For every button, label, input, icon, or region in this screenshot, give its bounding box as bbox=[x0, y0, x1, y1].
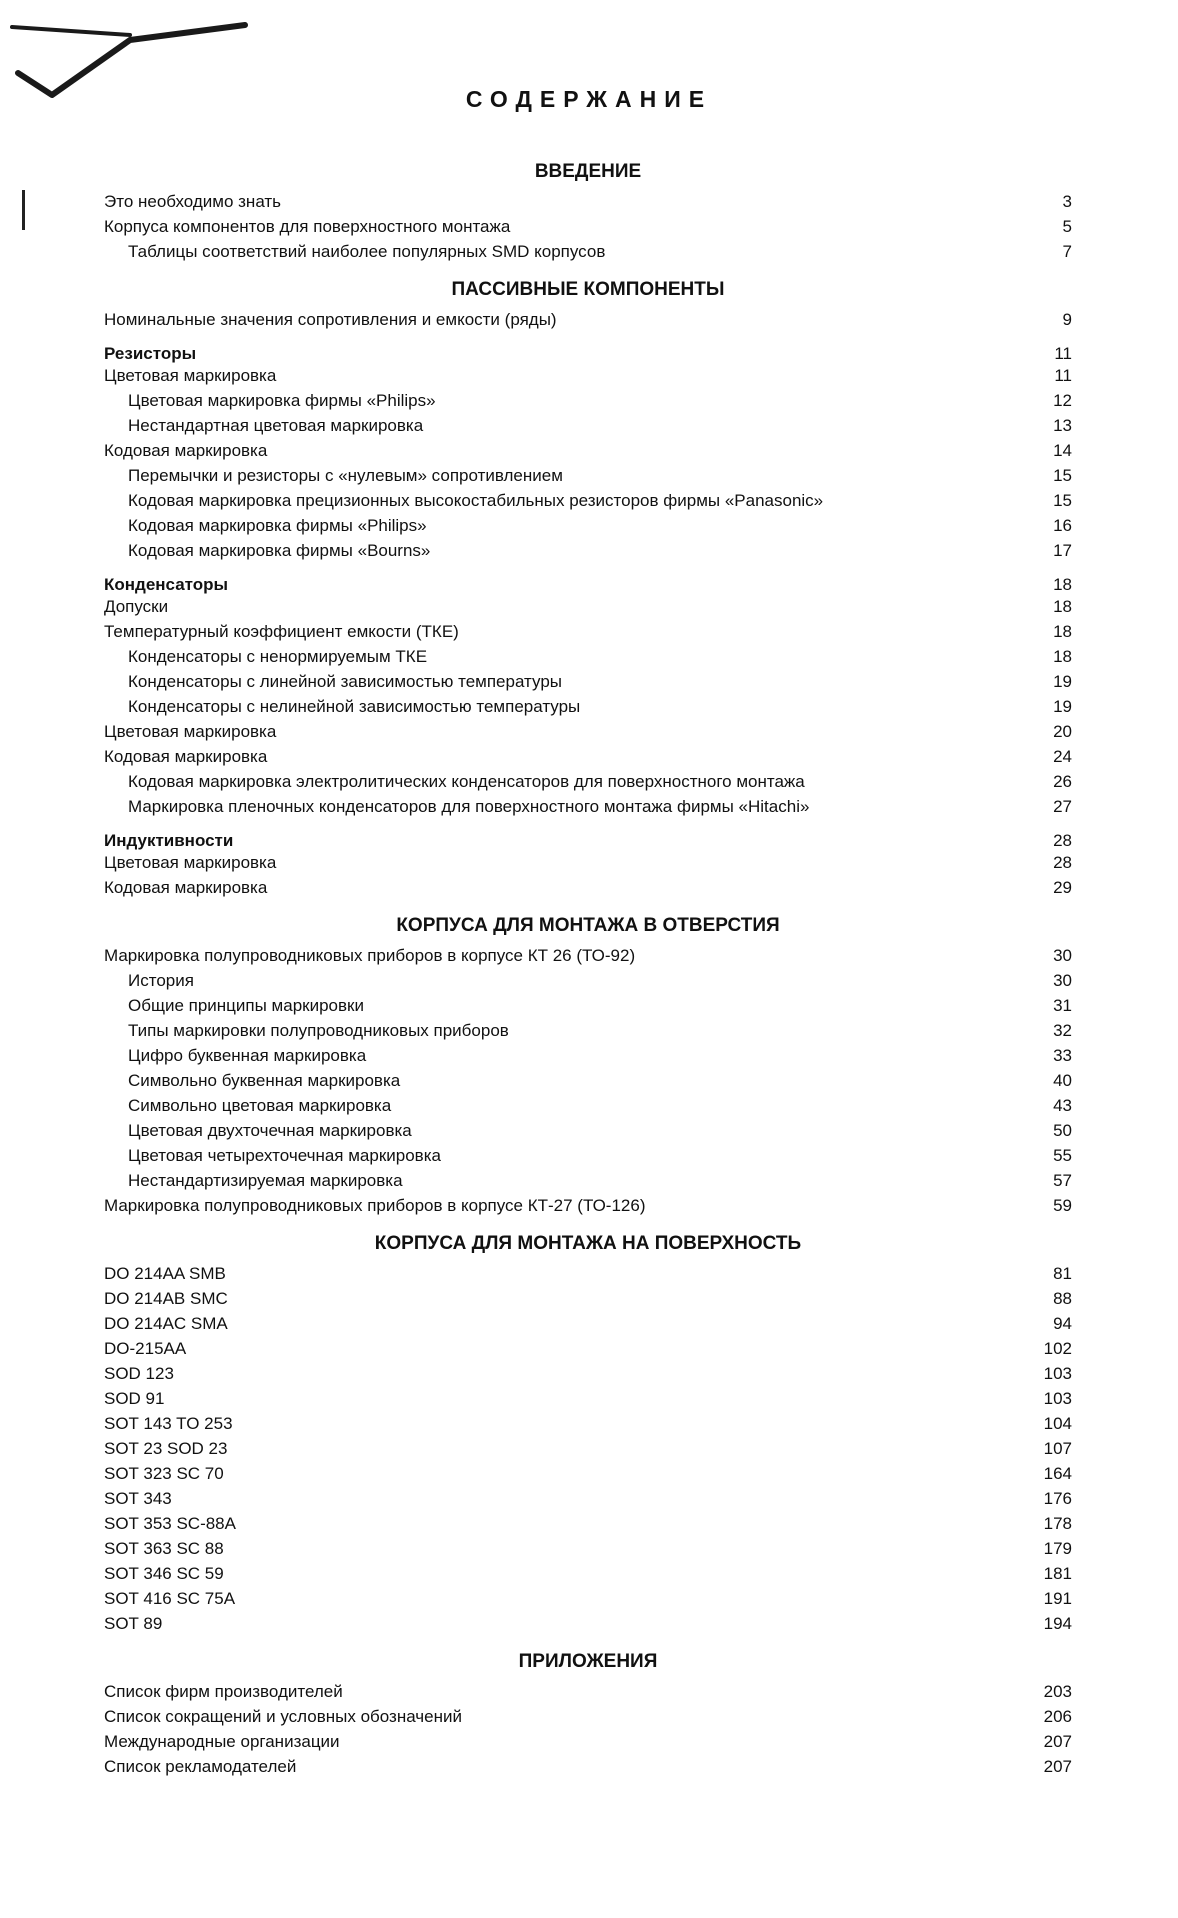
toc-entry bbox=[104, 1586, 1072, 1611]
toc-entry-title: Маркировка полупроводниковых приборов в корпусе КТ-27 (ТО-126) bbox=[104, 1196, 646, 1215]
toc-entry-title: DO 214AA SMB bbox=[104, 1264, 226, 1283]
toc-entry bbox=[104, 1311, 1072, 1336]
toc-entry bbox=[104, 1336, 1072, 1361]
toc-page-number: 11 bbox=[1054, 344, 1072, 363]
toc-entry-title: Корпуса компонентов для поверхностного монтажа bbox=[104, 217, 511, 236]
toc-page-number: 102 bbox=[1043, 1339, 1072, 1358]
toc-entry-title: DO 214AC SMA bbox=[104, 1314, 228, 1333]
toc-entry-title: Номинальные значения сопротивления и емкости (ряды) bbox=[104, 310, 557, 329]
toc-page-number: 5 bbox=[1062, 217, 1072, 236]
toc-entry-title: SOT 363 SC 88 bbox=[104, 1539, 224, 1558]
toc-entry bbox=[104, 943, 1072, 968]
toc-entry bbox=[104, 1729, 1072, 1754]
toc-entry-title: Кодовая маркировка bbox=[104, 878, 268, 897]
toc-entry-title: Маркировка полупроводниковых приборов в корпусе КТ 26 (ТО-92) bbox=[104, 946, 636, 965]
toc-page-number: 19 bbox=[1053, 697, 1072, 716]
toc-entry bbox=[104, 189, 1072, 214]
toc-entry bbox=[104, 769, 1072, 794]
toc-entry-title: Таблицы соответствий наиболее популярных SMD корпусов bbox=[128, 242, 606, 261]
toc-entry bbox=[104, 669, 1072, 694]
toc-entry bbox=[104, 463, 1072, 488]
toc-entry-title: Кодовая маркировка bbox=[104, 441, 268, 460]
toc-page-number: 194 bbox=[1043, 1614, 1072, 1633]
toc-entry bbox=[104, 1536, 1072, 1561]
toc-entry-title: Цветовая двухточечная маркировка bbox=[128, 1121, 412, 1140]
toc-page-number: 94 bbox=[1053, 1314, 1072, 1333]
toc-entry-title: Список рекламодателей bbox=[104, 1757, 297, 1776]
toc-entry-title: Это необходимо знать bbox=[104, 192, 282, 211]
toc-entry-title: SOT 416 SC 75A bbox=[104, 1589, 236, 1608]
toc-entry-title: Резисторы bbox=[104, 344, 197, 363]
toc-subsection-entry bbox=[104, 563, 1072, 594]
toc-entry bbox=[104, 538, 1072, 563]
toc-page-number: 207 bbox=[1043, 1732, 1072, 1751]
toc-page-number: 7 bbox=[1062, 242, 1072, 261]
toc-entry bbox=[104, 1679, 1072, 1704]
toc-entry bbox=[104, 1193, 1072, 1218]
toc-page-number: 18 bbox=[1053, 597, 1072, 616]
toc-entry-title: Цветовая маркировка bbox=[104, 853, 277, 872]
toc-page-number: 15 bbox=[1053, 491, 1072, 510]
toc-page-number: 32 bbox=[1053, 1021, 1072, 1040]
toc-entry-title: Кодовая маркировка электролитических конденсаторов для поверхностного монтажа bbox=[128, 772, 805, 791]
toc-entry bbox=[104, 388, 1072, 413]
toc-page-number: 13 bbox=[1053, 416, 1072, 435]
toc-entry-title: Кодовая маркировка фирмы «Bourns» bbox=[128, 541, 431, 560]
toc-entry bbox=[104, 1561, 1072, 1586]
toc-page-number: 28 bbox=[1053, 831, 1072, 850]
toc-entry-title: SOD 123 bbox=[104, 1364, 174, 1383]
toc-entry bbox=[104, 1386, 1072, 1411]
toc-page-number: 107 bbox=[1043, 1439, 1072, 1458]
toc-entry bbox=[104, 1511, 1072, 1536]
toc-entry bbox=[104, 438, 1072, 463]
toc-entry-title: Индуктивности bbox=[104, 831, 234, 850]
toc-page-number: 104 bbox=[1043, 1414, 1072, 1433]
toc-entry bbox=[104, 239, 1072, 264]
toc-entry bbox=[104, 1704, 1072, 1729]
toc-entry-title: Цветовая маркировка bbox=[104, 366, 277, 385]
toc-entry-title: Символьно буквенная маркировка bbox=[128, 1071, 401, 1090]
toc-page-number: 178 bbox=[1043, 1514, 1072, 1533]
toc-entry bbox=[104, 1143, 1072, 1168]
toc-entry-title: DO-215AA bbox=[104, 1339, 187, 1358]
toc-entry-title: Перемычки и резисторы с «нулевым» сопротивлением bbox=[128, 466, 563, 485]
toc-entry-title: SOT 23 SOD 23 bbox=[104, 1439, 228, 1458]
toc-entry bbox=[104, 1261, 1072, 1286]
toc-page-number: 18 bbox=[1053, 622, 1072, 641]
toc-entry-title: Маркировка пленочных конденсаторов для поверхностного монтажа фирмы «Hitachi» bbox=[128, 797, 810, 816]
toc-entry bbox=[104, 513, 1072, 538]
toc-entry-title: Список сокращений и условных обозначений bbox=[104, 1707, 462, 1726]
toc-entry bbox=[104, 488, 1072, 513]
toc-entry-title: Кодовая маркировка фирмы «Philips» bbox=[128, 516, 427, 535]
toc-entry-title: Список фирм производителей bbox=[104, 1682, 343, 1701]
toc-page-number: 11 bbox=[1054, 366, 1072, 385]
toc-entry-title: История bbox=[128, 971, 194, 990]
toc-page-number: 27 bbox=[1053, 797, 1072, 816]
toc-entry-title: Цифро буквенная маркировка bbox=[128, 1046, 367, 1065]
toc-entry-title: SOT 143 TO 253 bbox=[104, 1414, 233, 1433]
toc-page-number: 179 bbox=[1043, 1539, 1072, 1558]
section-title: КОРПУСА ДЛЯ МОНТАЖА НА ПОВЕРХНОСТЬ bbox=[374, 1233, 802, 1254]
toc-entry bbox=[104, 1043, 1072, 1068]
toc-entry-title: Нестандартная цветовая маркировка bbox=[128, 416, 424, 435]
toc-entry-title: Допуски bbox=[104, 597, 169, 616]
toc-entry bbox=[104, 1018, 1072, 1043]
toc-entry-title: SOT 353 SC-88A bbox=[104, 1514, 236, 1533]
toc-entry bbox=[104, 619, 1072, 644]
toc-page-number: 164 bbox=[1043, 1464, 1072, 1483]
toc-page-number: 88 bbox=[1053, 1289, 1072, 1308]
toc-entry bbox=[104, 644, 1072, 669]
toc-entry bbox=[104, 214, 1072, 239]
toc-page-number: 20 bbox=[1053, 722, 1072, 741]
toc-page-number: 176 bbox=[1043, 1489, 1072, 1508]
toc-entry-title: Общие принципы маркировки bbox=[128, 996, 364, 1015]
toc-page-number: 103 bbox=[1043, 1389, 1072, 1408]
toc-entry bbox=[104, 1611, 1072, 1636]
toc-page-number: 29 bbox=[1053, 878, 1072, 897]
toc-page-number: 203 bbox=[1043, 1682, 1072, 1701]
toc-page-number: 19 bbox=[1053, 672, 1072, 691]
toc-page-number: 24 bbox=[1053, 747, 1072, 766]
toc-page-number: 59 bbox=[1053, 1196, 1072, 1215]
toc-entry bbox=[104, 1168, 1072, 1193]
toc-page-number: 31 bbox=[1053, 996, 1072, 1015]
section-title: КОРПУСА ДЛЯ МОНТАЖА В ОТВЕРСТИЯ bbox=[396, 915, 780, 936]
toc-page-number: 55 bbox=[1053, 1146, 1072, 1165]
toc-page-number: 207 bbox=[1043, 1757, 1072, 1776]
toc-entry bbox=[104, 794, 1072, 819]
toc-entry-title: Цветовая четырехточечная маркировка bbox=[128, 1146, 441, 1165]
toc-entry-title: Конденсаторы с нелинейной зависимостью температуры bbox=[128, 697, 581, 716]
toc-page-number: 15 bbox=[1053, 466, 1072, 485]
toc-page-number: 57 bbox=[1053, 1171, 1072, 1190]
toc-entry bbox=[104, 1286, 1072, 1311]
toc-page-number: 33 bbox=[1053, 1046, 1072, 1065]
toc-page-number: 43 bbox=[1053, 1096, 1072, 1115]
toc-entry bbox=[104, 1461, 1072, 1486]
toc-entry-title: Символьно цветовая маркировка bbox=[128, 1096, 392, 1115]
toc-entry-title: SOD 91 bbox=[104, 1389, 165, 1408]
toc-entry-title: Температурный коэффициент емкости (ТКЕ) bbox=[104, 622, 459, 641]
toc-entry-title: Нестандартизируемая маркировка bbox=[128, 1171, 403, 1190]
toc-page-number: 50 bbox=[1053, 1121, 1072, 1140]
toc-entry-title: Цветовая маркировка bbox=[104, 722, 277, 741]
section-title: ПАССИВНЫЕ КОМПОНЕНТЫ bbox=[451, 279, 725, 300]
toc-page-number: 14 bbox=[1053, 441, 1072, 460]
toc-entry bbox=[104, 594, 1072, 619]
toc-page-number: 16 bbox=[1053, 516, 1072, 535]
section-title: ПРИЛОЖЕНИЯ bbox=[518, 1651, 658, 1672]
toc-entry-title: Международные организации bbox=[104, 1732, 340, 1751]
toc-entry bbox=[104, 968, 1072, 993]
toc-entry bbox=[104, 993, 1072, 1018]
toc-page-number: 30 bbox=[1053, 971, 1072, 990]
toc-subsection-entry bbox=[104, 332, 1072, 363]
table-of-contents bbox=[104, 158, 1072, 1779]
toc-entry-title: Типы маркировки полупроводниковых приборов bbox=[128, 1021, 509, 1040]
toc-page-number: 9 bbox=[1062, 310, 1072, 329]
toc-entry bbox=[104, 307, 1072, 332]
toc-page-number: 17 bbox=[1053, 541, 1072, 560]
toc-entry bbox=[104, 744, 1072, 769]
toc-page-number: 26 bbox=[1053, 772, 1072, 791]
margin-mark bbox=[22, 190, 25, 230]
toc-page-number: 181 bbox=[1043, 1564, 1072, 1583]
page-title: СОДЕРЖАНИЕ bbox=[465, 86, 713, 112]
toc-entry bbox=[104, 694, 1072, 719]
toc-entry-title: Конденсаторы с ненормируемым ТКЕ bbox=[128, 647, 428, 666]
toc-entry bbox=[104, 1118, 1072, 1143]
toc-entry bbox=[104, 850, 1072, 875]
toc-entry-title: SOT 343 bbox=[104, 1489, 172, 1508]
toc-entry bbox=[104, 719, 1072, 744]
toc-entry bbox=[104, 1361, 1072, 1386]
toc-entry bbox=[104, 1093, 1072, 1118]
toc-entry-title: Кодовая маркировка прецизионных высокостабильных резисторов фирмы «Panasonic» bbox=[128, 491, 824, 510]
toc-page-number: 28 bbox=[1053, 853, 1072, 872]
toc-entry-title: Кодовая маркировка bbox=[104, 747, 268, 766]
toc-entry-title: DO 214AB SMC bbox=[104, 1289, 228, 1308]
toc-entry bbox=[104, 413, 1072, 438]
toc-entry bbox=[104, 1068, 1072, 1093]
toc-entry-title: Цветовая маркировка фирмы «Philips» bbox=[128, 391, 436, 410]
toc-page-number: 81 bbox=[1053, 1264, 1072, 1283]
toc-entry-title: Конденсаторы с линейной зависимостью температуры bbox=[128, 672, 562, 691]
toc-entry bbox=[104, 875, 1072, 900]
toc-entry bbox=[104, 1486, 1072, 1511]
toc-entry-title: Конденсаторы bbox=[104, 575, 229, 594]
toc-page-number: 191 bbox=[1043, 1589, 1072, 1608]
toc-entry-title: SOT 346 SC 59 bbox=[104, 1564, 224, 1583]
toc-page-number: 206 bbox=[1043, 1707, 1072, 1726]
section-title: ВВЕДЕНИЕ bbox=[534, 161, 642, 182]
toc-entry-title: SOT 89 bbox=[104, 1614, 163, 1633]
toc-entry bbox=[104, 363, 1072, 388]
toc-page-number: 103 bbox=[1043, 1364, 1072, 1383]
toc-page-number: 30 bbox=[1053, 946, 1072, 965]
toc-entry-title: SOT 323 SC 70 bbox=[104, 1464, 224, 1483]
toc-entry bbox=[104, 1411, 1072, 1436]
toc-page-number: 18 bbox=[1053, 575, 1072, 594]
toc-entry bbox=[104, 1436, 1072, 1461]
toc-page-number: 3 bbox=[1062, 192, 1072, 211]
toc-page-number: 18 bbox=[1053, 647, 1072, 666]
toc-subsection-entry bbox=[104, 819, 1072, 850]
toc-entry bbox=[104, 1754, 1072, 1779]
toc-page-number: 40 bbox=[1053, 1071, 1072, 1090]
toc-page-number: 12 bbox=[1053, 391, 1072, 410]
